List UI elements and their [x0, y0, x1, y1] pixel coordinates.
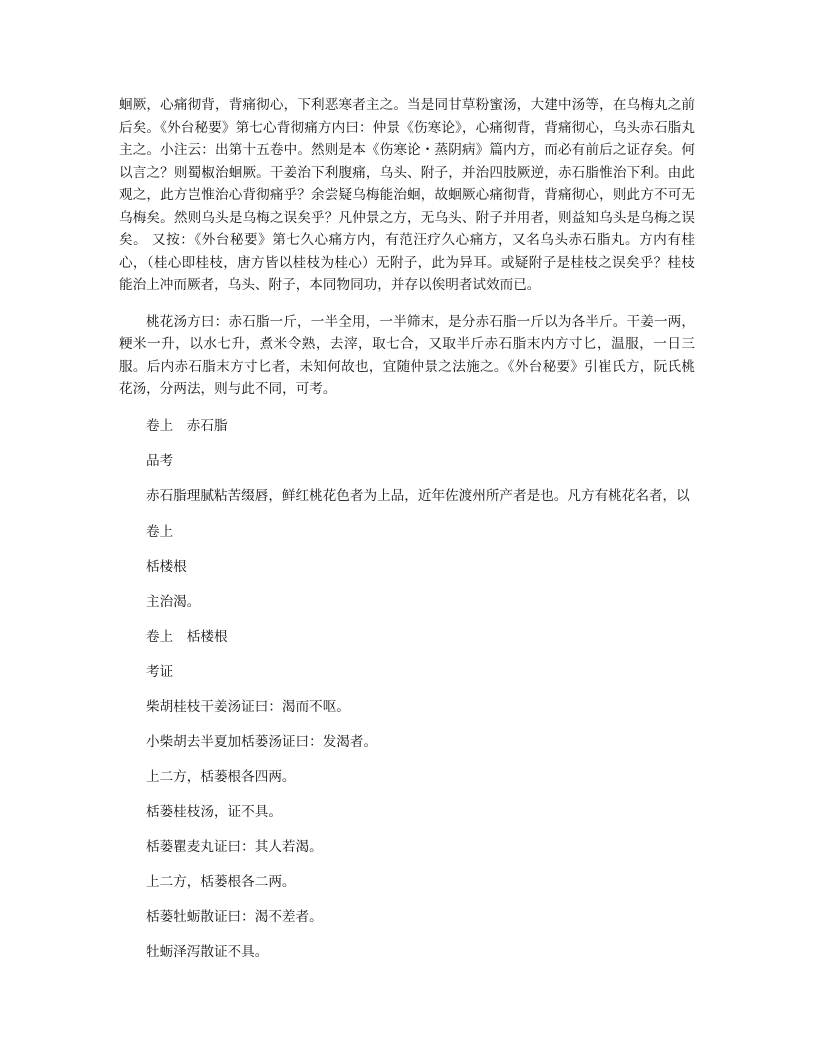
section-header-gualougen: 卷上 栝楼根 — [146, 629, 228, 645]
formula-line: 栝蒌牡蛎散证曰：渴不差者。 — [146, 909, 323, 925]
formula-line: 上二方，栝蒌根各二两。 — [146, 874, 296, 890]
paragraph-chishizhi-quality: 赤石脂理腻粘苦缀唇，鲜红桃花色者为上品，近年佐渡州所产者是也。凡方有桃花名者，以 — [146, 487, 690, 504]
main-indication: 主治渴。 — [146, 594, 201, 610]
formula-line: 栝蒌瞿麦丸证曰：其人若渴。 — [146, 839, 323, 855]
formula-line: 柴胡桂枝干姜汤证曰：渴而不呕。 — [146, 699, 350, 715]
formula-line: 小柴胡去半夏加栝蒌汤证曰：发渴者。 — [146, 734, 378, 750]
subheading-kaozheng: 考证 — [146, 664, 174, 680]
subheading-pinkao: 品考 — [146, 452, 174, 469]
formula-line: 栝蒌桂枝汤，证不具。 — [146, 804, 282, 820]
paragraph-wumei-analysis: 蛔厥，心痛彻背，背痛彻心，下利恶寒者主之。当是同甘草粉蜜汤，大建中汤等，在乌梅丸之前后矣。《外台秘要》第七心背彻痛方内曰：仲景《伤寒论》，心痛彻背，背痛彻心，乌头赤石脂丸主之。小注云：出第十五卷中。然则是本《伤寒论・蒸阴病》篇内方，而必有前后之证存矣。何以言之？则蜀椒治蛔厥。干姜治下利腹痛，乌头、附子，并治四肢厥逆，赤石脂惟治下利。由此观之，此方岂惟治心背彻痛乎？余尝疑乌梅能治蛔，故蛔厥心痛彻背，背痛彻心，则此方不可无乌梅矣。然则乌头是乌梅之误矣乎？凡仲景之方，无乌头、附子并用者，则益知乌头是乌梅之误矣。 又按：《外台秘要》第七久心痛方内，有范汪疗久心痛方，又名乌头赤石脂丸。方内有桂心，（桂心即桂枝，唐方皆以桂枝为桂心）无附子，此为异耳。或疑附子是桂枝之误矣乎？桂枝能治上冲而厥者，乌头、附子，本同物同功，并存以俟明者试效而已。 — [119, 97, 695, 293]
section-header-chishizhi: 卷上 赤石脂 — [146, 417, 228, 434]
document-page — [119, 94, 695, 963]
formula-line: 上二方，栝蒌根各四两。 — [146, 769, 296, 785]
paragraph-taohua-decoction: 桃花汤方曰：赤石脂一斤，一半全用，一半筛末，是分赤石脂一斤以为各半斤。干姜一两，粳米一升，以水七升，煮米令熟，去滓，取七合，又取半斤赤石脂末内方寸匕，温服，一日三服。后内赤石脂末方寸匕者，未知何故也，宜随仲景之法施之。《外台秘要》引崔氏方，阮氏桃花汤，分两法，则与此不同，可考。 — [119, 313, 695, 397]
herb-title-gualougen: 栝楼根 — [146, 559, 187, 575]
volume-label: 卷上 — [146, 524, 174, 540]
formula-line: 牡蛎泽泻散证不具。 — [146, 944, 269, 960]
